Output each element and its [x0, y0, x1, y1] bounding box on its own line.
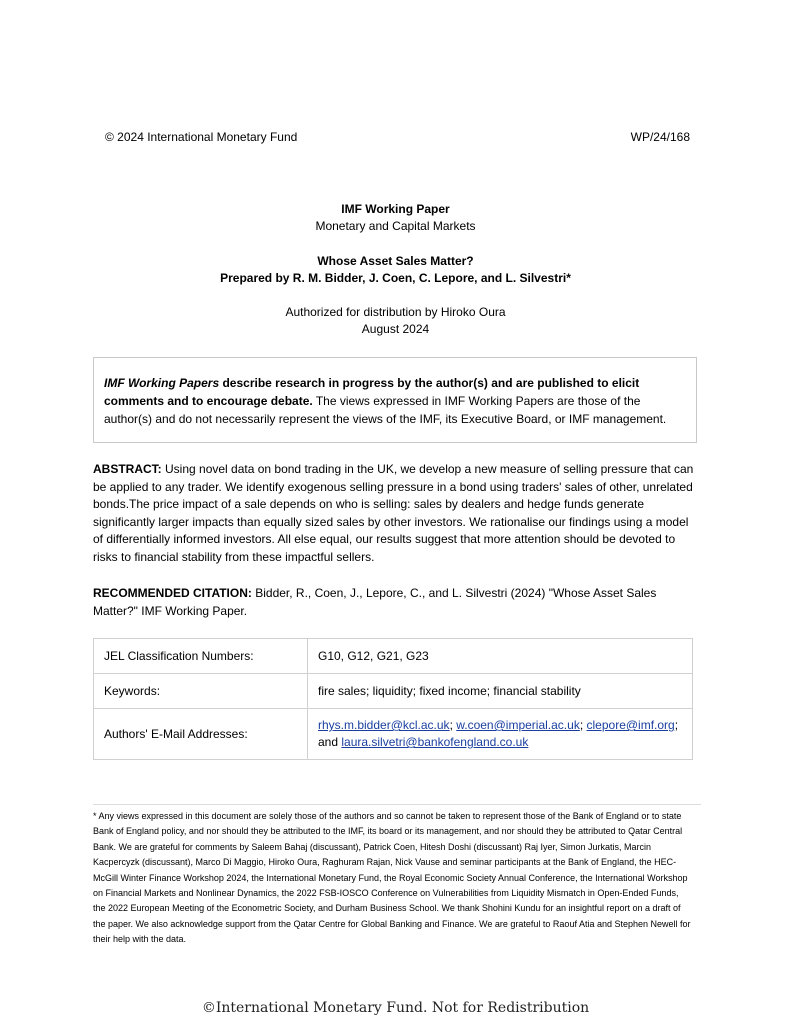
- table-row: [94, 639, 693, 674]
- table-row: [94, 709, 693, 760]
- paper-title: Whose Asset Sales Matter?: [317, 254, 474, 268]
- disclaimer-text: The views expressed in IMF Working Papers are those of the author(s) and do not necessarily represent the views of the IMF, its Executive Board, or IMF management.: [104, 394, 667, 426]
- footnote: * Any views expressed in this document are solely those of the authors and so cannot be taken to represent those of the Bank of England or to state Bank of England policy, and nor should they be attributed to the IMF, its board or its management, and nor should they be attributed to Qatar Central Bank. We are grateful for comments by Saleem Bahaj (discussant), Patrick Coen, Hitesh Doshi (discussant) Raj Iyer, Simon Jurkatis, Marcin Kacpercyzk (discussant), Marco Di Maggio, Hiroko Oura, Raghuram Rajan, Nick Vause and seminar participants at the Bank of England, the HEC-McGill Winter Finance Workshop 2024, the International Monetary Fund, the Royal Economic Society Annual Conference, the International Workshop on Financial Markets and Nonlinear Dynamics, the 2022 FSB-IOSCO Conference on Vulnerabilities from Liquidity Mismatch in Open-Ended Funds, the 2022 European Meeting of the Econometric Society, and Durham Business School. We thank Shohini Kundu for an insightful report on a draft of the paper. We also acknowledge support from the Qatar Centre for Global Banking and Finance. We are grateful to Raouf Atia and Stephen Newell for their help with the data.: [93, 811, 691, 945]
- table-row: [94, 674, 693, 709]
- citation-label: RECOMMENDED CITATION:: [93, 586, 252, 600]
- emails-value: [308, 709, 693, 760]
- emails-label: Authors' E-Mail Addresses:: [94, 709, 308, 760]
- jel-label: JEL Classification Numbers:: [94, 639, 308, 674]
- abstract: [93, 461, 697, 567]
- email-separator: ;: [674, 718, 679, 732]
- disclaimer-bold: describe research in progress by the author(s) and are published to elicit comments and to encourage debate.: [104, 376, 640, 408]
- email-separator: ;: [449, 718, 453, 732]
- keywords-value: fire sales; liquidity; fixed income; financial stability: [308, 674, 693, 709]
- email-link-bidder[interactable]: rhys.m.bidder@kcl.ac.uk: [318, 718, 450, 732]
- metadata-table: [93, 638, 693, 760]
- publication-date: August 2024: [361, 322, 430, 336]
- watermark: ©International Monetary Fund. Not for Redistribution: [201, 1000, 590, 1016]
- paper-number: WP/24/168: [630, 130, 690, 144]
- disclaimer-series: IMF Working Papers: [104, 376, 220, 390]
- footnote-divider: [93, 804, 701, 805]
- email-separator: ;: [579, 718, 584, 732]
- email-link-coen[interactable]: w.coen@imperial.ac.uk: [456, 718, 580, 732]
- authors-line: Prepared by R. M. Bidder, J. Coen, C. Lepore, and L. Silvestri*: [220, 271, 571, 285]
- email-link-silvestri[interactable]: laura.silvetri@bankofengland.co.uk: [341, 735, 529, 749]
- jel-value: G10, G12, G21, G23: [308, 639, 693, 674]
- disclaimer-box: [93, 357, 697, 443]
- abstract-text: Using novel data on bond trading in the UK, we develop a new measure of selling pressure that can be applied to any trader. We identify exogenous selling pressure in a bond using traders' sales of other, unrelated bonds.The price impact of a sale depends on who is selling: sales by dealers and hedge funds generate significantly larger impacts than equally sized sales by other investors. We rationalise our findings using a model of differentially informed investors. All else equal, our results suggest that more attention should be devoted to risks to financial stability from these impactful sellers.: [93, 462, 694, 564]
- abstract-label: ABSTRACT:: [93, 462, 162, 476]
- email-and: and: [318, 735, 339, 749]
- series-title: IMF Working Paper: [341, 202, 450, 216]
- keywords-label: Keywords:: [94, 674, 308, 709]
- email-link-lepore[interactable]: clepore@imf.org: [586, 718, 675, 732]
- citation-text: Bidder, R., Coen, J., Lepore, C., and L. Silvestri (2024) "Whose Asset Sales Matter?" IMF Working Paper.: [93, 586, 657, 618]
- recommended-citation: [93, 585, 697, 620]
- copyright-notice: © 2024 International Monetary Fund: [105, 130, 298, 144]
- authorized-by: Authorized for distribution by Hiroko Oura: [285, 305, 506, 319]
- department: Monetary and Capital Markets: [315, 219, 476, 233]
